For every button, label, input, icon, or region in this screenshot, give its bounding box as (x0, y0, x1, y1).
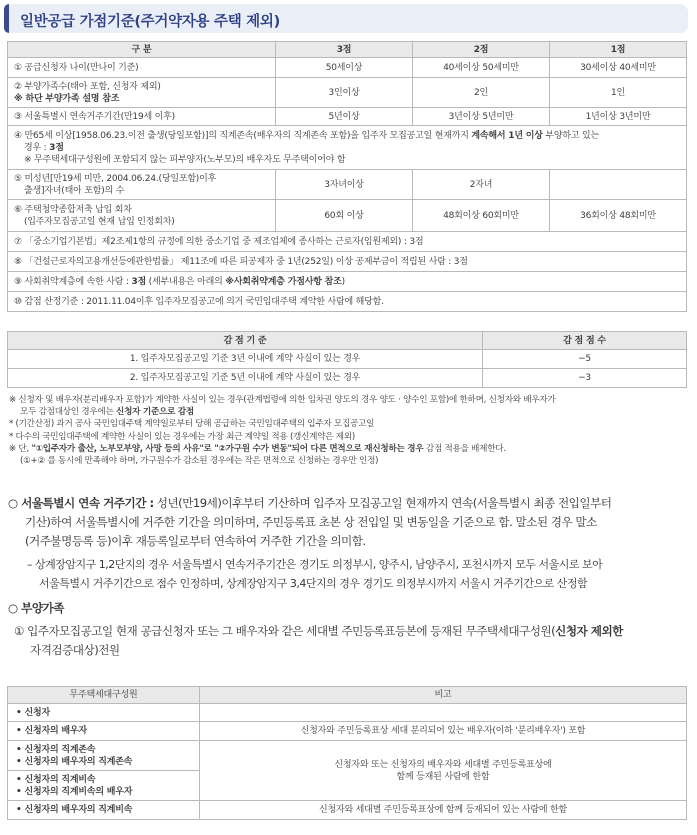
criteria-row-age (8, 58, 687, 78)
cell-2pt: 48회이상 60회미만 (413, 200, 550, 232)
residence-heading: ○ 서울특별시 연속 거주기간 : (8, 496, 154, 510)
cell-3pt: 60회 이상 (276, 200, 413, 232)
text-line (14, 142, 680, 154)
member-line: • 신청자의 직계존속 (16, 744, 96, 755)
note-line (9, 443, 689, 455)
member-row (8, 704, 687, 722)
header-1pt: 1점 (550, 42, 687, 58)
member-row (8, 741, 687, 771)
text-span: ) (341, 276, 345, 287)
member-line: • 신청자의 직계비속 (16, 774, 96, 785)
emphasis: 3점 (131, 276, 147, 287)
text-span: 모두 감점대상인 경우에는 (20, 407, 117, 418)
emphasis: ※사회취약계층 가점사항 참조 (225, 276, 342, 287)
criteria-row-sme-worker (8, 232, 687, 252)
header-category: 구 분 (8, 42, 276, 58)
full-width-cell (8, 126, 687, 170)
criteria-header-row (8, 42, 687, 58)
text-span: (세부내용은 아래의 (146, 276, 226, 287)
cell-1pt (550, 170, 687, 200)
deduction-criterion: 2. 입주자모집공고일 기준 5년 이내에 계약 사실이 있는 경우 (8, 369, 483, 388)
emphasis: 3점 (49, 142, 64, 153)
note-line: ※ 신청자 및 배우자(분리배우자 포함)가 계약한 사실이 있는 경우(관계법령에 의한 임차권 양도의 경우 양도 · 양수인 포함)에 한하며, 신청자와 배우자가 (9, 395, 556, 405)
cell-2pt: 40세이상 50세미만 (413, 58, 550, 78)
section-title-bar (4, 4, 688, 33)
row-label-line: (입주자모집공고일 현재 납입 인정회차) (24, 216, 175, 227)
text-span: ※ 단, (9, 443, 32, 454)
cell-3pt: 50세이상 (276, 58, 413, 78)
deduction-row (8, 350, 687, 369)
full-width-cell: ⑩ 감점 산정기준 : 2011.11.04이후 입주자모집공고에 의거 국민임대주택 계약한 사람에 해당함. (8, 292, 687, 312)
criteria-row-minor-children (8, 170, 687, 200)
deduction-header-row (8, 332, 687, 350)
criteria-row-vulnerable (8, 272, 687, 292)
deduction-notes (9, 394, 689, 467)
header-3pt: 3점 (276, 42, 413, 58)
row-label (8, 200, 276, 232)
cell-1pt: 36회이상 48회미만 (550, 200, 687, 232)
note-line (9, 406, 689, 418)
header-score: 감 점 점 수 (483, 332, 687, 350)
text-span: ① 입주자모집공고일 현재 공급신청자 또는 그 배우자와 같은 세대별 주민등록표등본에 등재된 무주택세대구성원( (14, 624, 556, 638)
emphasis: "①입주자가 출산, 노부모부양, 사망 등의 사유"로 "②가구원 수가 변동"되어 다른 면적으로 재신청하는 경우 (31, 443, 424, 454)
section-title: 일반공급 가점기준(주거약자용 주택 제외) (20, 14, 280, 30)
text-span: 감점 적용을 배제한다. (423, 443, 506, 454)
member-row (8, 722, 687, 741)
row-label: ③ 서울특별시 연속거주기간(만19세 이후) (8, 108, 276, 126)
full-width-cell: ⑦ 「중소기업기본법」제2조제1항의 규정에 의한 중소기업 중 제조업체에 종사하는 근로자(임원제외) : 3점 (8, 232, 687, 252)
remark-cell: 신청자와 주민등록표상 세대 분리되어 있는 배우자(이하 '분리배우자') 포함 (200, 722, 687, 741)
criteria-row-dependents (8, 78, 687, 108)
cell-3pt: 3자녀이상 (276, 170, 413, 200)
member-line: • 신청자의 직계비속의 배우자 (16, 786, 133, 797)
text-line: ※ 무주택세대구성원에 포함되지 않는 피부양자(노부모)의 배우자도 무주택이어야 함 (24, 154, 346, 165)
member-line: • 신청자의 배우자의 직계존속 (16, 756, 133, 767)
full-width-cell (8, 272, 687, 292)
explanation-body (8, 494, 690, 660)
row-label: ① 공급신청자 나이(만나이 기준) (8, 58, 276, 78)
cell-3pt: 5년이상 (276, 108, 413, 126)
remark-cell (200, 741, 687, 801)
residence-paragraph (8, 494, 690, 513)
text-span: ⑨ 사회취약계층에 속한 사람 : (14, 276, 132, 287)
criteria-row-deduction-basis (8, 292, 687, 312)
row-label-line: 출생]자녀(태아 포함)의 수 (24, 185, 125, 196)
member-cell (8, 771, 200, 801)
row-label (8, 78, 276, 108)
residence-line: (거주불명등록 등)이후 재등록일로부터 연속하여 거주한 기간을 의미함. (25, 534, 366, 548)
dependents-line (8, 622, 690, 641)
remark-line: 신청자와 또는 신청자의 배우자와 세대별 주민등록표상에 (334, 759, 552, 770)
member-row (8, 801, 687, 820)
residence-detail: 서울특별시 거주기간으로 점수 인정하며, 상계장암지구 3,4단지의 경우 경기도 의정부시까지 서울시 거주기간으로 산정함 (39, 577, 588, 590)
remark-cell: 신청자와 세대별 주민등록표상에 함께 등재되어 있는 사람에 한함 (200, 801, 687, 820)
text-line (14, 130, 680, 142)
emphasis: 신청자 제외한 (555, 624, 623, 638)
remark-line: 함께 등재된 사람에 한함 (396, 771, 490, 782)
header-2pt: 2점 (413, 42, 550, 58)
member-cell: • 신청자의 배우자 (8, 722, 200, 741)
criteria-row-residence (8, 108, 687, 126)
text-span: 성년(만19세)이후부터 기산하며 입주자 모집공고일 현재까지 연속(서울특별시 최종 전입일부터 (153, 496, 612, 510)
deduction-row (8, 369, 687, 388)
cell-1pt: 30세이상 40세미만 (550, 58, 687, 78)
emphasis: 신청자 기준으로 감점 (116, 407, 194, 418)
residence-detail: – 상계장암지구 1,2단지의 경우 서울특별시 연속거주기간은 경기도 의정부시, 양주시, 남양주시, 포천시까지 모두 서울시로 보아 (27, 558, 603, 571)
criteria-row-construction-worker (8, 252, 687, 272)
member-cell: • 신청자의 배우자의 직계비속 (8, 801, 200, 820)
text-span: ④ 만65세 이상[1958.06.23.이전 출생(당일포함)]의 직계존속(배우자의 직계존속 포함)을 입주자 모집공고일 현재까지 (14, 130, 472, 141)
note-line: * (기간산정) 과거 공사 국민임대주택 계약일로부터 당해 공급하는 국민임대주택의 입주자 모집공고일 (9, 419, 375, 430)
criteria-row-savings (8, 200, 687, 232)
full-width-cell: ⑧ 「건설근로자의고용개선등에관한법률」 제11조에 따른 피공제자 중 1년(252일) 이상 공제부금이 적립된 사람 : 3점 (8, 252, 687, 272)
member-cell (8, 741, 200, 771)
row-label-line: ⑤ 미성년[만19세 미만, 2004.06.24.(당일포함)이후 (14, 173, 217, 184)
cell-3pt: 3인이상 (276, 78, 413, 108)
deduction-score: −3 (483, 369, 687, 388)
deduction-score: −5 (483, 350, 687, 369)
row-label-line: ② 부양가족수(태아 포함, 신청자 제외) (14, 81, 161, 92)
emphasis: 계속해서 1년 이상 (471, 130, 543, 141)
deduction-criterion: 1. 입주자모집공고일 기준 3년 이내에 계약 사실이 있는 경우 (8, 350, 483, 369)
member-header-row (8, 687, 687, 704)
dependents-heading: ○ 부양가족 (8, 601, 64, 615)
header-remark: 비고 (200, 687, 687, 704)
remark-cell (200, 704, 687, 722)
cell-1pt: 1인 (550, 78, 687, 108)
dependents-line: 자격검증대상)전원 (30, 643, 120, 657)
header-criterion: 감 점 기 준 (8, 332, 483, 350)
note-line: * 다수의 국민임대주택에 계약한 사실이 있는 경우에는 가장 최근 계약일 적용 (갱신계약은 제외) (9, 431, 355, 442)
household-member-table (7, 686, 687, 820)
text-span: 경우 : (24, 142, 50, 153)
row-label (8, 170, 276, 200)
cell-2pt: 2자녀 (413, 170, 550, 200)
row-label-line: ⑥ 주택청약종합저축 납입 회차 (14, 204, 132, 215)
criteria-table (7, 41, 687, 312)
text-span: 부양하고 있는 (542, 130, 600, 141)
cell-2pt: 3년이상 5년미만 (413, 108, 550, 126)
member-cell: • 신청자 (8, 704, 200, 722)
cell-1pt: 1년이상 3년미만 (550, 108, 687, 126)
note-line: (①+② 를 동시에 만족해야 하며, 가구원수가 감소된 경우에는 작은 면적으로 신청하는 경우만 인정) (20, 456, 379, 467)
header-member: 무주택세대구성원 (8, 687, 200, 704)
cell-2pt: 2인 (413, 78, 550, 108)
criteria-row-elderly-parent (8, 126, 687, 170)
residence-line: 기산)하여 서울특별시에 거주한 기간을 의미하며, 주민등록표 초본 상 전입일 및 변동일을 기준으로 함. 말소된 경우 말소 (25, 515, 597, 529)
row-label-note: ※ 하단 부양가족 설명 참조 (14, 93, 120, 104)
deduction-table (7, 331, 687, 388)
